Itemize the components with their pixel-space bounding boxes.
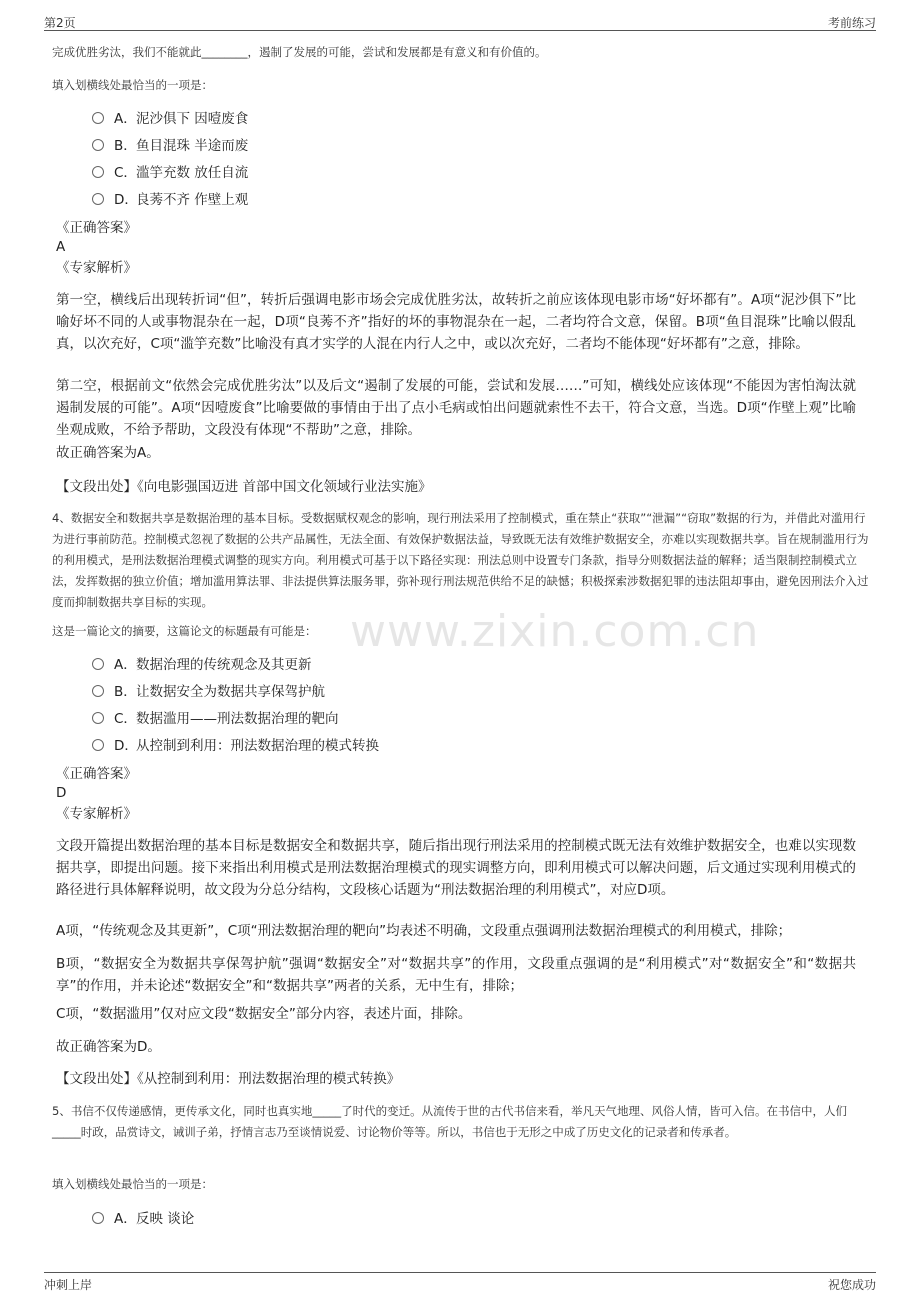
analysis-label: 《专家解析》 — [56, 806, 137, 822]
analysis-conclusion: 故正确答案为D。 — [56, 1039, 161, 1055]
analysis-paragraph: 第一空，横线后出现转折词“但”，转折后强调电影市场会完成优胜劣汰，故转折之前应该体现电影市场“好坏都有”。A项“泥沙俱下”比喻好坏不同的人或事物混杂在一起，D项“良莠不齐”指好的坏的事物混杂在一起，二者均符合文意，保留。B项“鱼目混珠”比喻以假乱真，以次充好，C项“滥竽充数”比喻没有真才实学的人混在内行人之中，或以次充好，二者均不能体现“好坏都有”之意，排除。 — [56, 292, 856, 352]
q4-option-b[interactable]: B．让数据安全为数据共享保驾护航 — [92, 682, 325, 702]
source-citation: 【文段出处】《向电影强国迈进 首部中国文化领域行业法实施》 — [56, 479, 432, 495]
page-header — [44, 14, 876, 31]
radio-icon[interactable] — [92, 712, 104, 724]
q5-option-a[interactable]: A．反映 谈论 — [92, 1209, 194, 1229]
radio-icon[interactable] — [92, 1212, 104, 1224]
answer-value: D — [56, 785, 67, 801]
radio-icon[interactable] — [92, 112, 104, 124]
analysis-paragraph: C项，“数据滥用”仅对应文段“数据安全”部分内容，表述片面，排除。 — [56, 1006, 472, 1022]
answer-label: 《正确答案》 — [56, 766, 137, 782]
q4-option-c[interactable]: C．数据滥用——刑法数据治理的靶向 — [92, 709, 339, 729]
answer-label: 《正确答案》 — [56, 220, 137, 236]
radio-icon[interactable] — [92, 139, 104, 151]
radio-icon[interactable] — [92, 166, 104, 178]
page-number: 第2页 — [44, 16, 76, 30]
radio-icon[interactable] — [92, 193, 104, 205]
footer-left-text: 冲刺上岸 — [44, 1278, 93, 1292]
q3-option-d[interactable]: D．良莠不齐 作壁上观 — [92, 190, 248, 210]
q4-prompt: 这是一篇论文的摘要，这篇论文的标题最有可能是： — [52, 624, 317, 638]
analysis-paragraph: 文段开篇提出数据治理的基本目标是数据安全和数据共享，随后指出现行刑法采用的控制模式既无法有效维护数据安全，也难以实现数据共享，即提出问题。接下来指出利用模式是刑法数据治理模式的现实调整方向，即利用模式可以解决问题，后文通过实现利用模式的路径进行具体解释说明，故文段为分总分结构，文段核心话题为“刑法数据治理的利用模式”，对应D项。 — [56, 838, 856, 898]
analysis-conclusion: 故正确答案为A。 — [56, 445, 160, 461]
header-title: 考前练习 — [827, 16, 876, 30]
analysis-label: 《专家解析》 — [56, 260, 137, 276]
q4-stem: 4、数据安全和数据共享是数据治理的基本目标。受数据赋权观念的影响，现行刑法采用了控制模式，重在禁止“获取”“泄漏”“窃取”数据的行为，并借此对滥用行为进行事前防范。控制模式忽视了数据的公共产品属性，无法全面、有效保护数据法益，导致既无法有效维护数据安全，亦难以实现数据共享。旨在规制滥用行为的利用模式，是刑法数据治理模式调整的现实方向。利用模式可基于以下路径实现：刑法总则中设置专门条款，指导分则数据法益的解释；适当限制控制模式立法，发挥数据的独立价值；增加滥用算法罪、非法提供算法服务罪，弥补现行刑法规范供给不足的缺憾；积极探索涉数据犯罪的违法阻却事由，避免因刑法介入过度而抑制数据共享目标的实现。 — [52, 511, 869, 609]
q5-prompt: 填入划横线处最恰当的一项是： — [52, 1177, 213, 1191]
page-footer — [44, 1272, 876, 1295]
radio-icon[interactable] — [92, 739, 104, 751]
q4-option-a[interactable]: A．数据治理的传统观念及其更新 — [92, 655, 312, 675]
answer-value: A — [56, 239, 66, 255]
source-citation: 【文段出处】《从控制到利用：刑法数据治理的模式转换》 — [56, 1071, 401, 1087]
q3-option-a[interactable]: A．泥沙俱下 因噎废食 — [92, 109, 248, 129]
q3-stem: 完成优胜劣汰，我们不能就此________，遏制了发展的可能，尝试和发展都是有意义和有价值的。 — [52, 45, 547, 59]
q3-prompt: 填入划横线处最恰当的一项是： — [52, 78, 213, 92]
radio-icon[interactable] — [92, 658, 104, 670]
q3-option-c[interactable]: C．滥竽充数 放任自流 — [92, 163, 248, 183]
q3-option-b[interactable]: B．鱼目混珠 半途而废 — [92, 136, 248, 156]
q5-stem: 5、书信不仅传递感情，更传承文化，同时也真实地_____了时代的变迁。从流传于世的古代书信来看，举凡天气地理、风俗人情，皆可入信。在书信中，人们_____时政，品赏诗文，诫训子弟，抒情言志乃至谈情说爱、讨论物价等等。所以，书信也于无形之中成了历史文化的记录者和传承者。 — [52, 1104, 848, 1139]
analysis-paragraph: A项，“传统观念及其更新”，C项“刑法数据治理的靶向”均表述不明确，文段重点强调刑法数据治理模式的利用模式，排除； — [56, 923, 792, 939]
analysis-paragraph: B项，“数据安全为数据共享保驾护航”强调“数据安全”对“数据共享”的作用，文段重点强调的是“利用模式”对“数据安全”和“数据共享”的作用，并未论述“数据安全”和“数据共享”两者的关系，无中生有，排除； — [56, 956, 856, 994]
analysis-paragraph: 第二空，根据前文“依然会完成优胜劣汰”以及后文“遏制了发展的可能，尝试和发展……”可知，横线处应该体现“不能因为害怕淘汰就遏制发展的可能”。A项“因噎废食”比喻要做的事情由于出了点小毛病或怕出问题就索性不去干，符合文意，当选。D项“作壁上观”比喻坐观成败，不给予帮助，文段没有体现“不帮助”之意，排除。 — [56, 378, 856, 438]
q4-option-d[interactable]: D．从控制到利用：刑法数据治理的模式转换 — [92, 736, 379, 756]
footer-right-text: 祝您成功 — [827, 1278, 876, 1292]
radio-icon[interactable] — [92, 685, 104, 697]
watermark: www.zixin.com.cn — [350, 606, 760, 657]
